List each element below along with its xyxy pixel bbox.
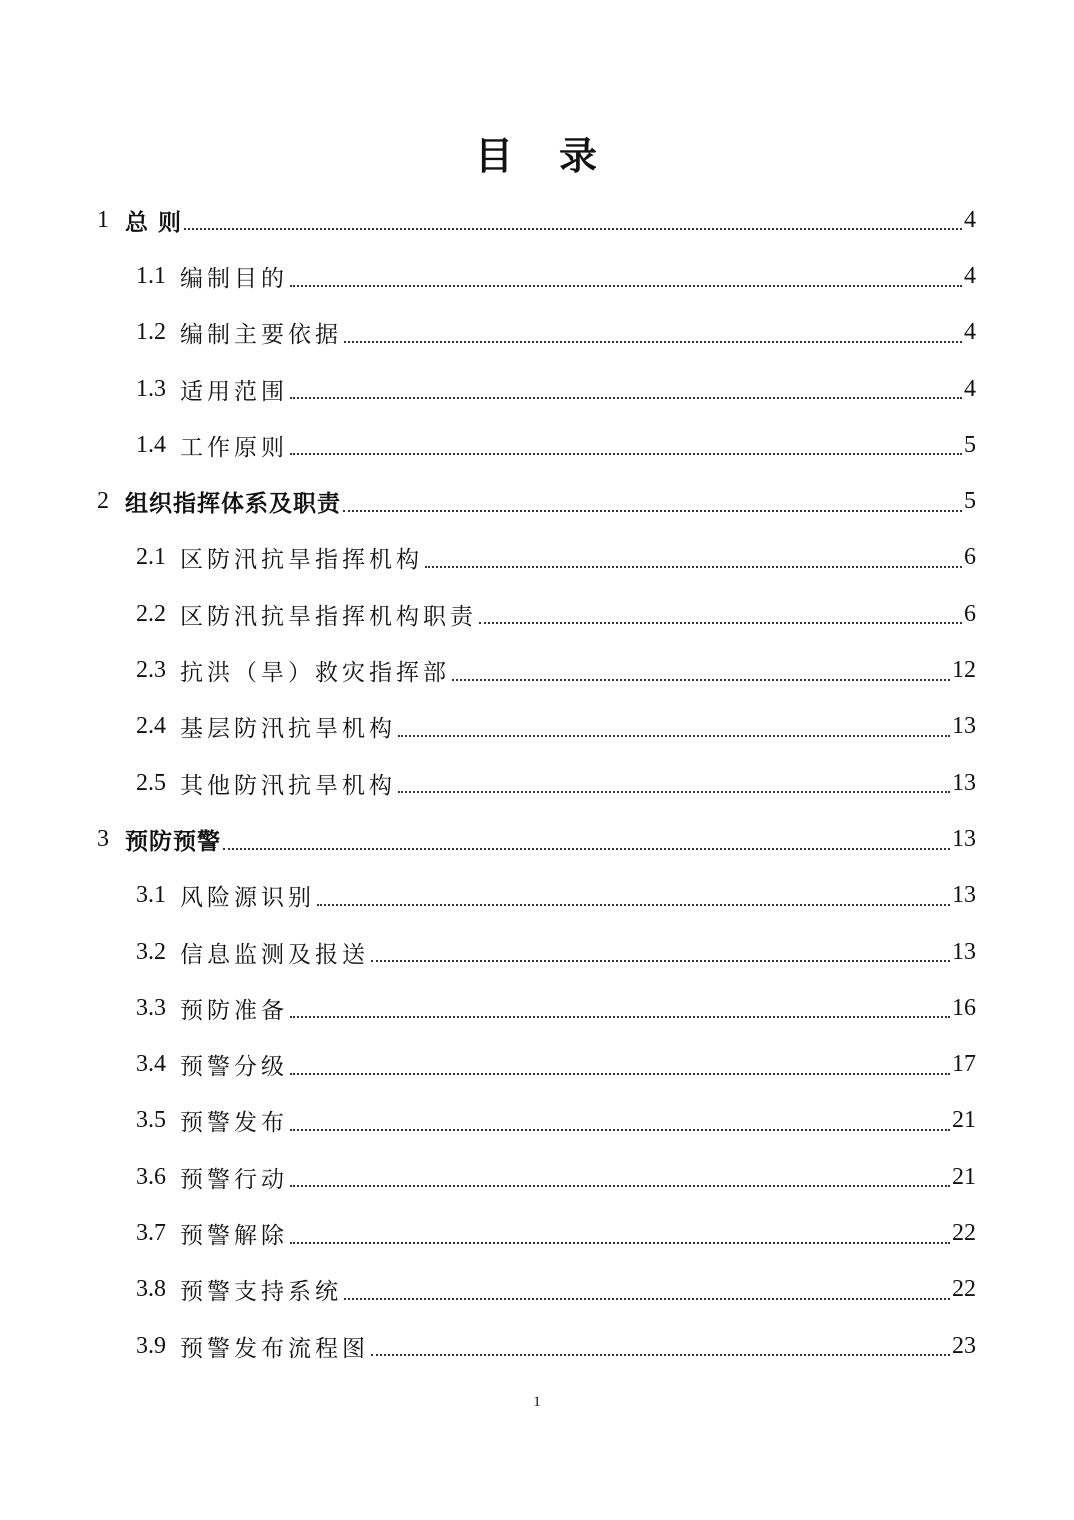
dot-leader <box>317 903 950 906</box>
dot-leader <box>290 1072 950 1075</box>
toc-entry-page: 22 <box>952 1276 976 1303</box>
toc-entry-page: 4 <box>964 375 976 402</box>
toc-entry-number: 1.2 <box>136 319 166 346</box>
toc-entry-page: 6 <box>964 544 976 571</box>
dot-leader <box>398 790 950 793</box>
toc-entry-title: 风险源识别 <box>180 885 315 912</box>
toc-entry-page: 22 <box>952 1219 976 1246</box>
toc-entry-page: 17 <box>952 1051 976 1078</box>
toc-entry-number: 3.8 <box>136 1276 166 1303</box>
toc-entry-title: 预警解除 <box>180 1222 288 1249</box>
toc-entry-page: 6 <box>964 600 976 627</box>
toc-entry-title: 预防准备 <box>180 997 288 1024</box>
toc-entry-number: 3.3 <box>136 994 166 1021</box>
toc-entry-page: 23 <box>952 1332 976 1359</box>
toc-entry-number: 2.2 <box>136 600 166 627</box>
toc-entry-page: 13 <box>952 825 976 852</box>
dot-leader <box>343 509 962 512</box>
toc-entry[interactable] <box>0 980 1074 1036</box>
toc-entry-page: 13 <box>952 938 976 965</box>
toc-entry-number: 3.1 <box>136 882 166 909</box>
dot-leader <box>425 565 962 568</box>
table-of-contents <box>0 192 1074 1374</box>
toc-entry-number: 3.4 <box>136 1051 166 1078</box>
toc-entry-number: 3.7 <box>136 1219 166 1246</box>
toc-entry[interactable] <box>0 473 1074 529</box>
toc-entry-number: 2.1 <box>136 544 166 571</box>
dot-leader <box>344 1297 950 1300</box>
dot-leader <box>223 847 950 850</box>
toc-entry-number: 3.5 <box>136 1107 166 1134</box>
page-number: 1 <box>533 1394 541 1410</box>
toc-entry-number: 1.4 <box>136 431 166 458</box>
toc-entry-number: 1.1 <box>136 262 166 289</box>
toc-entry-page: 13 <box>952 769 976 796</box>
toc-entry-page: 4 <box>964 319 976 346</box>
toc-entry-page: 4 <box>964 262 976 289</box>
dot-leader <box>184 227 962 230</box>
toc-title-part-1: 目 <box>474 134 515 178</box>
toc-entry-number: 2 <box>97 488 109 515</box>
toc-entry[interactable] <box>0 361 1074 417</box>
dot-leader <box>290 452 962 455</box>
toc-title <box>0 128 1074 184</box>
toc-entry[interactable] <box>0 1093 1074 1149</box>
toc-entry-page: 13 <box>952 713 976 740</box>
toc-entry-title: 总 则 <box>125 209 183 236</box>
toc-entry-title: 预警发布流程图 <box>180 1335 369 1362</box>
dot-leader <box>290 396 962 399</box>
toc-entry-title: 适用范围 <box>180 378 288 405</box>
toc-entry-number: 2.3 <box>136 657 166 684</box>
toc-entry-number: 3.6 <box>136 1163 166 1190</box>
toc-entry[interactable] <box>0 755 1074 811</box>
dot-leader <box>290 1015 950 1018</box>
toc-entry-page: 21 <box>952 1163 976 1190</box>
dot-leader <box>479 621 962 624</box>
toc-entry-number: 3.9 <box>136 1332 166 1359</box>
toc-entry-title: 组织指挥体系及职责 <box>125 491 341 518</box>
dot-leader <box>290 1128 950 1131</box>
dot-leader <box>371 959 950 962</box>
toc-entry[interactable] <box>0 305 1074 361</box>
toc-entry-title: 抗洪（旱）救灾指挥部 <box>180 660 450 687</box>
toc-entry[interactable] <box>0 417 1074 473</box>
toc-entry-page: 12 <box>952 657 976 684</box>
toc-entry-number: 3.2 <box>136 938 166 965</box>
toc-entry-title: 其他防汛抗旱机构 <box>180 772 396 799</box>
toc-entry[interactable] <box>0 1262 1074 1318</box>
dot-leader <box>290 284 962 287</box>
toc-entry-page: 4 <box>964 206 976 233</box>
toc-entry-title: 预警分级 <box>180 1054 288 1081</box>
toc-entry-number: 1 <box>97 206 109 233</box>
toc-entry[interactable] <box>0 1318 1074 1374</box>
toc-entry-title: 区防汛抗旱指挥机构职责 <box>180 603 477 630</box>
toc-entry-number: 2.4 <box>136 713 166 740</box>
toc-entry[interactable] <box>0 642 1074 698</box>
toc-entry-title: 预警支持系统 <box>180 1279 342 1306</box>
toc-entry-title: 编制目的 <box>180 265 288 292</box>
toc-entry-title: 工作原则 <box>180 434 288 461</box>
toc-entry[interactable] <box>0 699 1074 755</box>
dot-leader <box>452 678 950 681</box>
toc-entry[interactable] <box>0 868 1074 924</box>
toc-entry-title: 预警行动 <box>180 1166 288 1193</box>
toc-entry-number: 1.3 <box>136 375 166 402</box>
toc-entry[interactable] <box>0 811 1074 867</box>
dot-leader <box>290 1241 950 1244</box>
toc-entry-title: 区防汛抗旱指挥机构 <box>180 547 423 574</box>
toc-entry-page: 13 <box>952 882 976 909</box>
dot-leader <box>290 1184 950 1187</box>
toc-entry[interactable] <box>0 192 1074 248</box>
toc-entry[interactable] <box>0 1205 1074 1261</box>
toc-entry[interactable] <box>0 586 1074 642</box>
dot-leader <box>344 340 962 343</box>
toc-entry-page: 16 <box>952 994 976 1021</box>
toc-entry-number: 2.5 <box>136 769 166 796</box>
toc-entry[interactable] <box>0 248 1074 304</box>
toc-title-part-2: 录 <box>559 134 600 178</box>
toc-entry-page: 5 <box>964 431 976 458</box>
toc-entry-title: 信息监测及报送 <box>180 941 369 968</box>
toc-entry-title: 预警发布 <box>180 1110 288 1137</box>
toc-entry[interactable] <box>0 1149 1074 1205</box>
toc-entry-page: 5 <box>964 488 976 515</box>
toc-entry-title: 预防预警 <box>125 828 221 855</box>
toc-entry-page: 21 <box>952 1107 976 1134</box>
dot-leader <box>371 1353 950 1356</box>
toc-entry[interactable] <box>0 1036 1074 1092</box>
toc-entry-title: 基层防汛抗旱机构 <box>180 716 396 743</box>
toc-entry[interactable] <box>0 924 1074 980</box>
toc-entry-title: 编制主要依据 <box>180 322 342 349</box>
dot-leader <box>398 734 950 737</box>
toc-entry-number: 3 <box>97 825 109 852</box>
toc-entry[interactable] <box>0 530 1074 586</box>
